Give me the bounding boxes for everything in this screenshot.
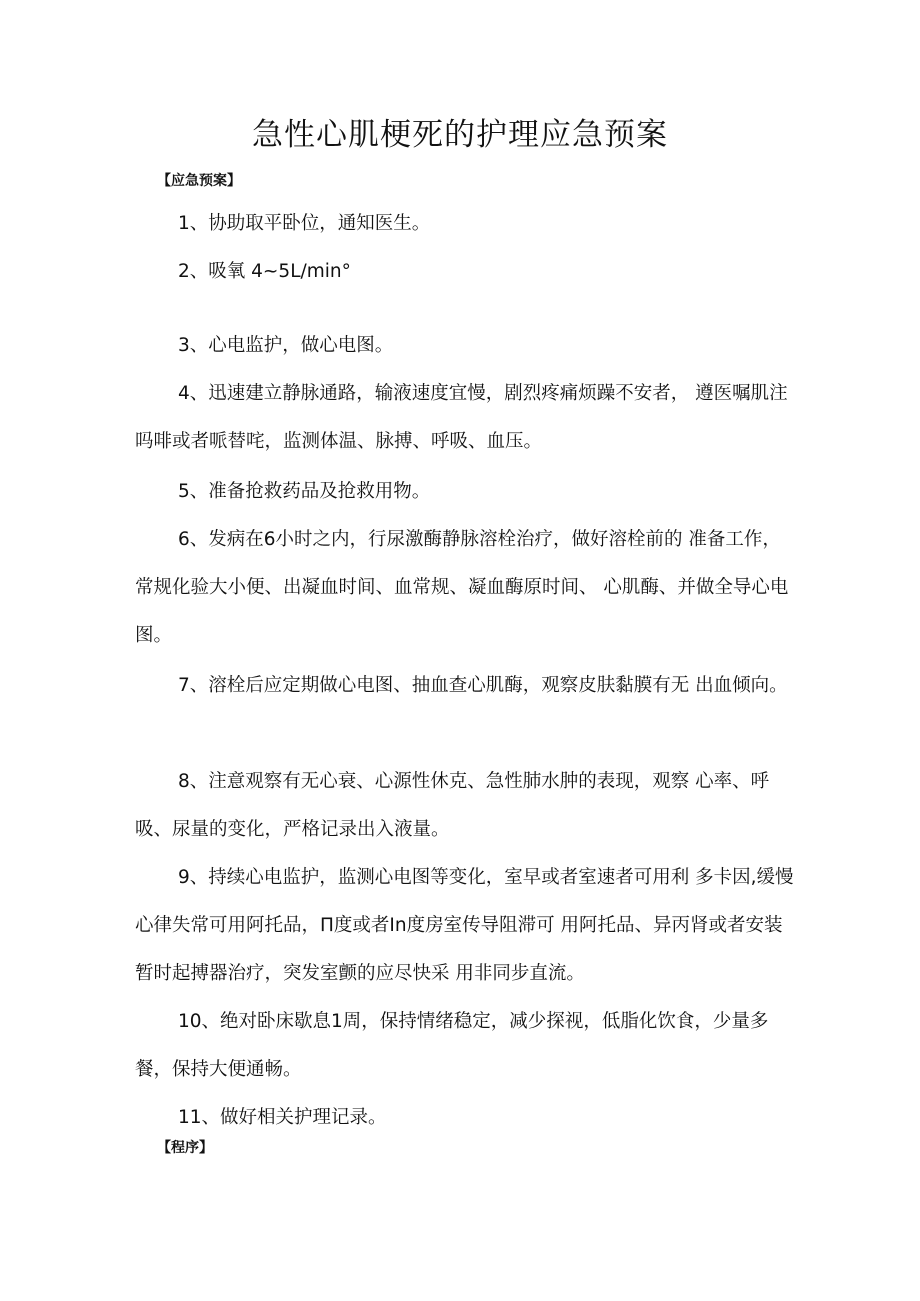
item-5: 5、准备抢救药品及抢救用物。 [178, 481, 431, 502]
item-7: 7、溶栓后应定期做心电图、抽血查心肌酶，观察皮肤黏膜有无 出血倾向。 [178, 675, 788, 696]
item-9: 9、持续心电监护，监测心电图等变化，室早或者室速者可用利 多卡因,缓慢心律失常可用阿托品，Π度或者In度房室传导阻滞可 用阿托品、异丙肾或者安装暂时起搏器治疗，突发室颤的应尽快采 用非同步直流。 [135, 867, 794, 984]
item-2: 2、吸氧 4~5L∕min° [178, 261, 351, 282]
item-1: 1、协助取平卧位，通知医生。 [178, 213, 431, 234]
section-label-procedure: 【程序】 [157, 1140, 213, 1156]
item-11: 11、做好相关护理记录。 [178, 1107, 387, 1128]
item-10: 10、绝对卧床歇息1周，保持情绪稳定，减少探视，低脂化饮食，少量多餐，保持大便通畅。 [135, 1011, 769, 1080]
item-6: 6、发病在6小时之内，行尿激酶静脉溶栓治疗，做好溶栓前的 准备工作，常规化验大小便、出凝血时间、血常规、凝血酶原时间、 心肌酶、并做全导心电图。 [135, 529, 789, 646]
item-3: 3、心电监护，做心电图。 [178, 335, 394, 356]
item-4: 4、迅速建立静脉通路，输液速度宜慢，剧烈疼痛烦躁不安者， 遵医嘱肌注吗啡或者哌替咤，监测体温、脉搏、呼吸、血压。 [135, 383, 788, 452]
section-label-emergency: 【应急预案】 [157, 173, 241, 189]
item-8: 8、注意观察有无心衰、心源性休克、急性肺水肿的表现，观察 心率、呼吸、尿量的变化，严格记录出入液量。 [135, 771, 770, 840]
document-title: 急性心肌梗死的护理应急预案 [252, 116, 668, 153]
